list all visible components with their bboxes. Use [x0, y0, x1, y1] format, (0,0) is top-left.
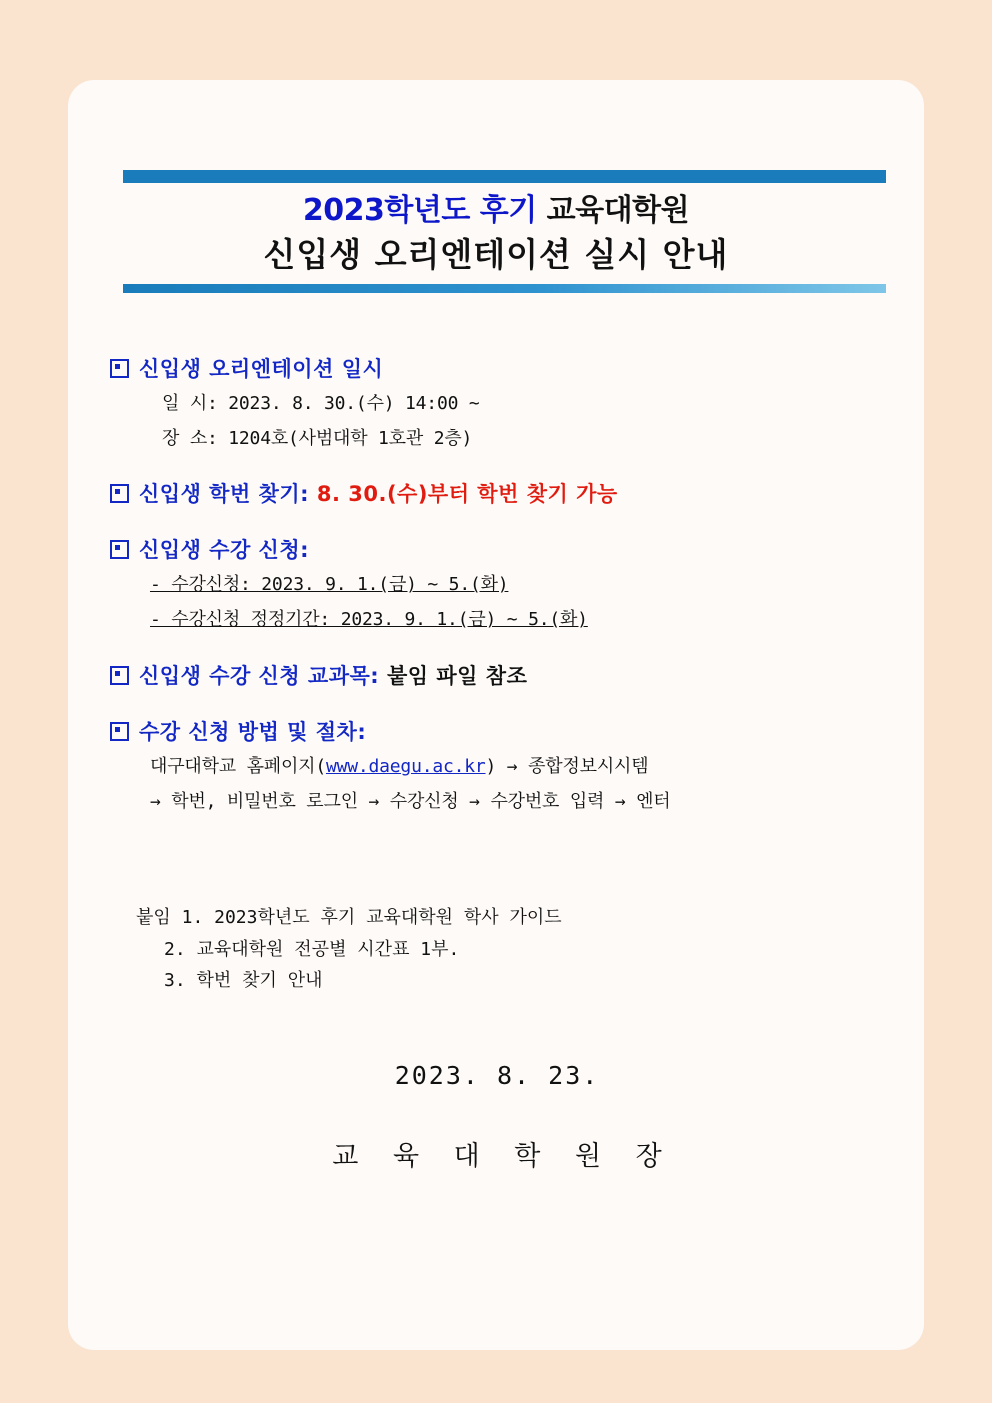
- title-bottom-bar: [123, 284, 886, 293]
- notice-document: [68, 80, 924, 1350]
- document-page: [68, 80, 924, 1350]
- title-block: [123, 170, 869, 293]
- section-heading: 수강 신청 방법 및 절차:: [139, 720, 367, 745]
- section-heading-emphasis: 8. 30.(수)부터 학번 찾기 가능: [316, 482, 618, 507]
- section-line: 일 시: 2023. 8. 30.(수) 14:00 ~: [162, 392, 480, 414]
- bullet-square-icon: [110, 359, 129, 378]
- bullet-square-icon: [110, 484, 129, 503]
- attachment-line: 3. 학번 찾기 안내: [164, 970, 323, 992]
- registration-correction-line: - 수강신청 정정기간: 2023. 9. 1.(금) ~ 5.(화): [150, 609, 588, 631]
- section-heading-row: [110, 660, 884, 690]
- section-registration-method: [110, 716, 884, 816]
- section-heading-note: 붙임 파일 참조: [387, 664, 528, 689]
- section-heading-row: [110, 534, 884, 564]
- page-title-line2: 신입생 오리엔테이션 실시 안내: [263, 234, 729, 274]
- section-heading: [139, 660, 527, 690]
- section-line: → 학번, 비밀번호 로그인 → 수강신청 → 수강번호 입력 → 엔터: [150, 791, 671, 813]
- section-heading-row: [110, 716, 884, 746]
- attachments-block: [110, 902, 884, 997]
- section-heading: 신입생 수강 신청:: [139, 538, 310, 563]
- signer-title: 교 육 대 학 원 장: [332, 1140, 675, 1172]
- section-line: [150, 606, 884, 634]
- title-rest: 교육대학원: [536, 193, 690, 228]
- section-orientation-datetime: [110, 353, 884, 453]
- section-course-registration: [110, 534, 884, 634]
- section-heading-label: 신입생 학번 찾기:: [139, 482, 317, 507]
- attachment-line: 붙임 1. 2023학년도 후기 교육대학원 학사 가이드: [136, 907, 562, 929]
- section-line: 장 소: 1204호(사범대학 1호관 2층): [162, 427, 473, 449]
- bullet-square-icon: [110, 722, 129, 741]
- title-text-group: [123, 183, 869, 280]
- issue-date: 2023. 8. 23.: [394, 1060, 600, 1090]
- page-title-line1: [123, 191, 869, 232]
- section-heading: 신입생 오리엔테이션 일시: [139, 356, 384, 381]
- section-heading-label: 신입생 수강 신청 교과목:: [139, 664, 388, 689]
- section-course-subjects: [110, 660, 884, 690]
- section-line: 대구대학교 홈페이지(www.daegu.ac.kr) → 종합정보시시템: [150, 756, 649, 778]
- attachment-line: 2. 교육대학원 전공별 시간표 1부.: [164, 938, 460, 960]
- title-top-bar: [123, 170, 886, 183]
- section-heading-row: [110, 478, 884, 508]
- document-body: [68, 353, 924, 1173]
- title-highlight: 2023학년도 후기: [302, 193, 537, 228]
- university-homepage-link[interactable]: www.daegu.ac.kr: [325, 756, 486, 778]
- section-line: [150, 571, 884, 599]
- registration-period-line: - 수강신청: 2023. 9. 1.(금) ~ 5.(화): [150, 574, 509, 596]
- section-heading-row: [110, 353, 884, 383]
- section-heading: [139, 478, 618, 508]
- bullet-square-icon: [110, 540, 129, 559]
- bullet-square-icon: [110, 666, 129, 685]
- section-student-id-lookup: [110, 478, 884, 508]
